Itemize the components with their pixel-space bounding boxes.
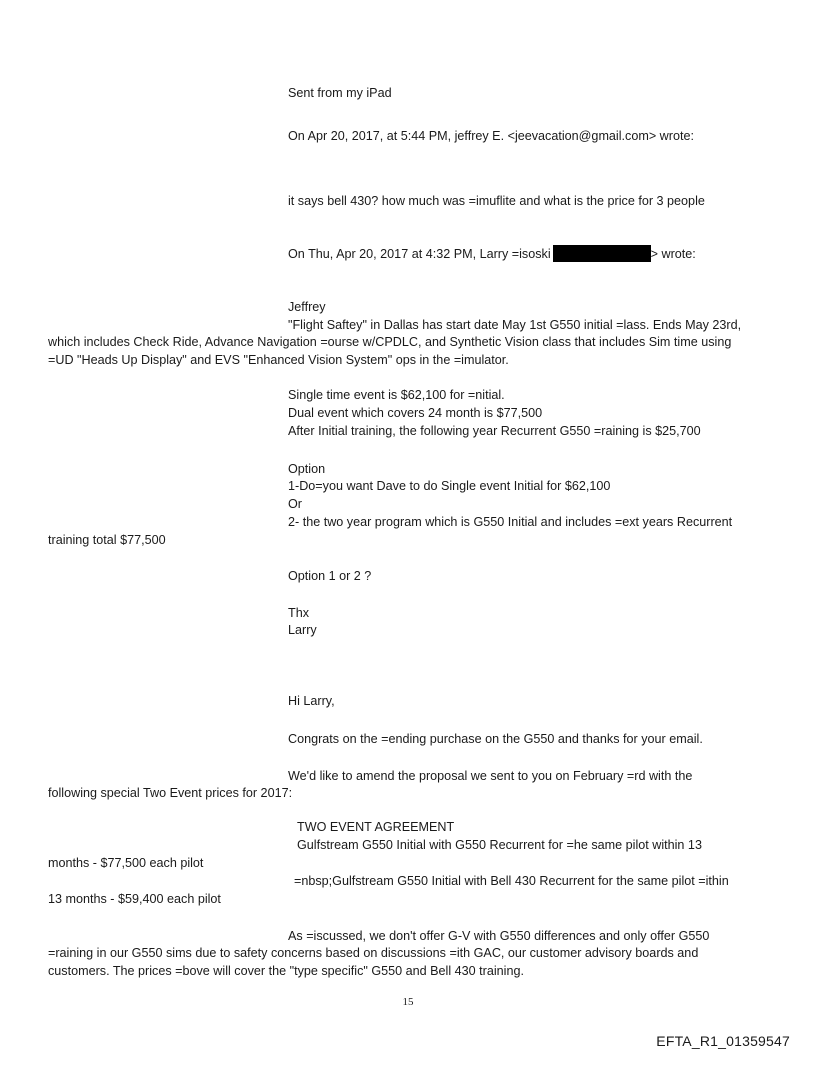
jeffrey-reply: it says bell 430? how much was =imuflite and what is the price for 3 people (288, 194, 705, 208)
email-header-larry (288, 245, 696, 263)
document-id: EFTA_R1_01359547 (656, 1033, 790, 1049)
larry-paragraph2-line2: Dual event which covers 24 month is $77,500 (288, 406, 543, 420)
option-heading: Option (288, 462, 326, 476)
sent-from-line: Sent from my iPad (288, 86, 392, 100)
discuss-line1: As =iscussed, we don't offer G-V with G550 differences and only offer G550 (288, 929, 710, 943)
thx: Thx (288, 606, 309, 620)
redaction-block (553, 245, 651, 262)
larry-signature: Larry (288, 623, 317, 637)
email-header-larry-suffix: > wrote: (650, 247, 696, 261)
page-number: 15 (402, 996, 414, 1008)
option-question: Option 1 or 2 ? (288, 569, 372, 583)
option-2-line2: training total $77,500 (48, 533, 166, 547)
agreement2-line1: =nbsp;Gulfstream G550 Initial with Bell 430 Recurrent for the same pilot =ithin (294, 874, 729, 888)
email-header-jeffrey: On Apr 20, 2017, at 5:44 PM, jeffrey E. <jeevacation@gmail.com> wrote: (288, 129, 694, 143)
larry-paragraph2-line3: After Initial training, the following year Recurrent G550 =raining is $25,700 (288, 424, 701, 438)
email-header-larry-prefix: On Thu, Apr 20, 2017 at 4:32 PM, Larry =isoski (288, 247, 551, 261)
larry-paragraph2-line1: Single time event is $62,100 for =nitial. (288, 388, 505, 402)
agreement1-line2: months - $77,500 each pilot (48, 856, 204, 870)
larry-paragraph1-line2: which includes Check Ride, Advance Navigation =ourse w/CPDLC, and Synthetic Vision class that includes Sim time using (48, 335, 732, 349)
larry-greeting: Jeffrey (288, 300, 326, 314)
option-or: Or (288, 497, 302, 511)
agreement2-line2: 13 months - $59,400 each pilot (48, 892, 221, 906)
discuss-line2: =raining in our G550 sims due to safety concerns based on discussions =ith GAC, our customer advisory boards and (48, 946, 699, 960)
discuss-line3: customers. The prices =bove will cover the "type specific" G550 and Bell 430 training. (48, 964, 524, 978)
agreement-title: TWO EVENT AGREEMENT (297, 820, 455, 834)
congrats-line: Congrats on the =ending purchase on the G550 and thanks for your email. (288, 732, 703, 746)
option-1: 1-Do=you want Dave to do Single event Initial for $62,100 (288, 479, 611, 493)
amend-line2: following special Two Event prices for 2017: (48, 786, 293, 800)
agreement1-line1: Gulfstream G550 Initial with G550 Recurrent for =he same pilot within 13 (297, 838, 702, 852)
option-2-line1: 2- the two year program which is G550 Initial and includes =ext years Recurrent (288, 515, 733, 529)
larry-paragraph1-line1: "Flight Saftey" in Dallas has start date May 1st G550 initial =lass. Ends May 23rd, (288, 318, 742, 332)
hi-larry: Hi Larry, (288, 694, 335, 708)
larry-paragraph1-line3: =UD "Heads Up Display" and EVS "Enhanced Vision System" ops in the =imulator. (48, 353, 509, 367)
amend-line1: We'd like to amend the proposal we sent to you on February =rd with the (288, 769, 693, 783)
